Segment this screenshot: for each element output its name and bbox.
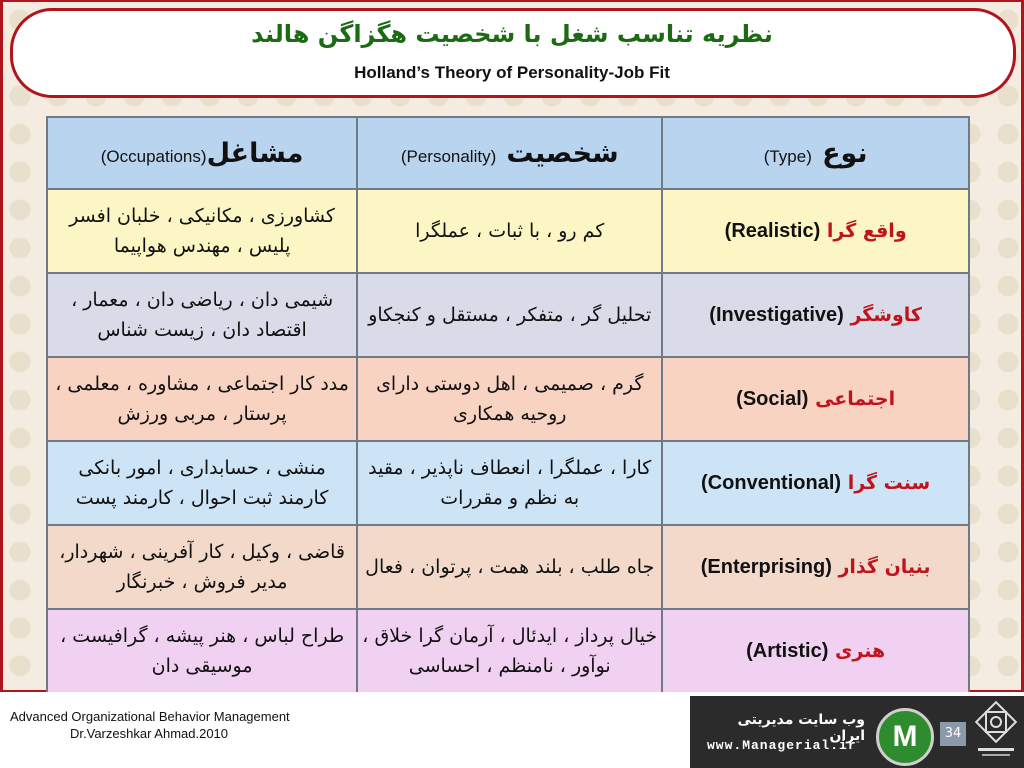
header-occupations bbox=[47, 117, 357, 189]
type-cell bbox=[662, 357, 969, 441]
header-personality-fa: شخصیت bbox=[506, 137, 619, 169]
top-border bbox=[0, 0, 1024, 2]
table-row bbox=[47, 189, 969, 273]
type-fa: سنت گرا bbox=[847, 471, 931, 494]
header-personality-en: (Personality) bbox=[400, 146, 497, 166]
table-row bbox=[47, 525, 969, 609]
holland-table bbox=[46, 116, 970, 694]
header-personality bbox=[357, 117, 662, 189]
type-en: (Investigative) bbox=[709, 303, 844, 326]
table-row bbox=[47, 273, 969, 357]
header-type-fa: نوع bbox=[822, 137, 868, 169]
type-fa: کاوشگر bbox=[850, 303, 922, 326]
personality-cell: تحلیل گر ، متفکر ، مستقل و کنجکاو bbox=[357, 273, 662, 357]
occupations-cell: کشاورزی ، مکانیکی ، خلبان افسر پلیس ، مهندس هواپیما bbox=[47, 189, 357, 273]
table-row bbox=[47, 609, 969, 693]
type-cell bbox=[662, 441, 969, 525]
occupations-cell: شیمی دان ، ریاضی دان ، معمار ، اقتصاد دان ، زیست شناس bbox=[47, 273, 357, 357]
personality-cell: کارا ، عملگرا ، انعطاف ناپذیر ، مقید به نظم و مقررات bbox=[357, 441, 662, 525]
header-occupations-en: (Occupations) bbox=[100, 146, 207, 166]
website-name-fa: وب سایت مدیریتی ایران bbox=[737, 712, 865, 744]
type-fa: واقع گرا bbox=[826, 219, 907, 242]
website-url[interactable]: www.Managerial.ir bbox=[707, 738, 857, 753]
personality-cell: گرم ، صمیمی ، اهل دوستی دارای روحیه همکاری bbox=[357, 357, 662, 441]
personality-cell: کم رو ، با ثبات ، عملگرا bbox=[357, 189, 662, 273]
type-fa: بنیان گذار bbox=[838, 555, 931, 578]
header-type bbox=[662, 117, 969, 189]
type-fa: هنری bbox=[835, 639, 886, 662]
title-english: Holland’s Theory of Personality-Job Fit bbox=[354, 63, 670, 82]
footer-credits bbox=[10, 708, 290, 742]
personality-cell: جاه طلب ، بلند همت ، پرتوان ، فعال bbox=[357, 525, 662, 609]
occupations-cell: مدد کار اجتماعی ، مشاوره ، معلمی ، پرستار ، مربی ورزش bbox=[47, 357, 357, 441]
type-cell bbox=[662, 609, 969, 693]
type-en: (Realistic) bbox=[724, 219, 821, 242]
table-row bbox=[47, 357, 969, 441]
header-type-en: (Type) bbox=[763, 146, 812, 166]
footer-course: Advanced Organizational Behavior Management bbox=[10, 709, 290, 724]
type-cell bbox=[662, 273, 969, 357]
table-row bbox=[47, 441, 969, 525]
type-cell bbox=[662, 189, 969, 273]
header-occupations-fa: مشاغل bbox=[206, 137, 304, 169]
type-fa: اجتماعی bbox=[815, 387, 896, 410]
footer-author: Dr.Varzeshkar Ahmad.2010 bbox=[70, 726, 229, 741]
page-number: 34 bbox=[940, 722, 966, 746]
title-persian: نظریه تناسب شغل با شخصیت هگزاگن هالند bbox=[251, 20, 773, 48]
type-en: (Conventional) bbox=[701, 471, 842, 494]
type-en: (Social) bbox=[736, 387, 809, 410]
university-seal-icon bbox=[972, 700, 1020, 762]
managerial-logo-icon: M bbox=[876, 708, 934, 766]
left-border bbox=[0, 0, 3, 692]
personality-cell: خیال پرداز ، ایدئال ، آرمان گرا خلاق ، نوآور ، نامنظم ، احساسی bbox=[357, 609, 662, 693]
table-header-row bbox=[47, 117, 969, 189]
type-cell bbox=[662, 525, 969, 609]
occupations-cell: منشی ، حسابداری ، امور بانکی کارمند ثبت احوال ، کارمند پست bbox=[47, 441, 357, 525]
occupations-cell: طراح لباس ، هنر پیشه ، گرافیست ، موسیقی دان bbox=[47, 609, 357, 693]
type-en: (Enterprising) bbox=[700, 555, 832, 578]
type-en: (Artistic) bbox=[746, 639, 829, 662]
occupations-cell: قاضی ، وکیل ، کار آفرینی ، شهردار، مدیر فروش ، خبرنگار bbox=[47, 525, 357, 609]
